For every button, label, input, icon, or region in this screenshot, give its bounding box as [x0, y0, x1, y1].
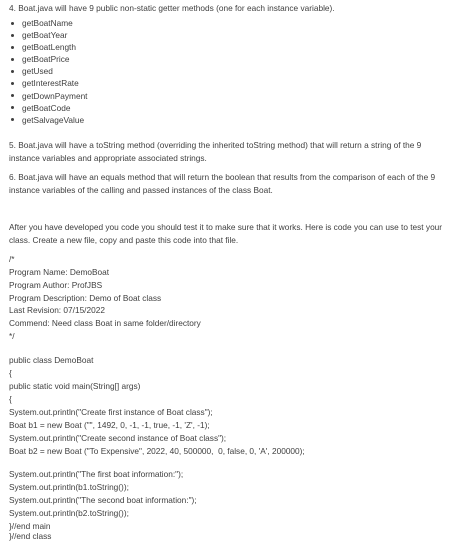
code-line: public class DemoBoat: [9, 355, 94, 365]
item4-intro: 4. Boat.java will have 9 public non-static getter methods (one for each instance variable).: [9, 3, 335, 13]
code-line: System.out.println("The first boat information:");: [9, 469, 184, 479]
code-line: */: [9, 331, 15, 341]
code-line: }//end main: [9, 521, 51, 531]
code-line: Program Description: Demo of Boat class: [9, 293, 162, 303]
item6-line-1: 6. Boat.java will have an equals method that will return the boolean that results from the comparison of each of the 9: [9, 172, 436, 182]
code-line: System.out.println(b2.toString());: [9, 508, 129, 518]
list-item: getUsed: [9, 65, 88, 77]
after-paragraph-line-2: class. Create a new file, copy and paste this code into that file.: [9, 235, 239, 245]
code-line: Last Revision: 07/15/2022: [9, 305, 105, 315]
code-line: }//end class: [9, 531, 52, 541]
after-paragraph-line-1: After you have developed you code you should test it to make sure that it works. Here is code you can use to test your: [9, 222, 443, 232]
list-item: getBoatCode: [9, 102, 88, 114]
code-line: {: [9, 394, 12, 404]
code-line: Program Name: DemoBoat: [9, 267, 110, 277]
code-line: public static void main(String[] args): [9, 381, 141, 391]
code-line: System.out.println(b1.toString());: [9, 482, 129, 492]
code-line: Boat b1 = new Boat ("", 1492, 0, -1, -1, true, -1, 'Z', -1);: [9, 420, 210, 430]
list-item: getBoatPrice: [9, 53, 88, 65]
list-item: getInterestRate: [9, 77, 88, 89]
code-line: {: [9, 368, 12, 378]
code-line: Program Author: ProfJBS: [9, 280, 103, 290]
code-line: Commend: Need class Boat in same folder/directory: [9, 318, 201, 328]
list-item: getBoatYear: [9, 29, 88, 41]
item5-line-2: instance variables and appropriate associated strings.: [9, 153, 207, 163]
list-item: getBoatName: [9, 17, 88, 29]
code-line: /*: [9, 254, 15, 264]
code-line: System.out.println("Create first instance of Boat class");: [9, 407, 213, 417]
code-line: System.out.println("Create second instance of Boat class");: [9, 433, 227, 443]
list-item: getBoatLength: [9, 41, 88, 53]
getter-method-list: [9, 17, 88, 126]
code-line: Boat b2 = new Boat ("To Expensive", 2022, 40, 500000, 0, false, 0, 'A', 200000);: [9, 446, 305, 456]
list-item: getDownPayment: [9, 90, 88, 102]
code-line: System.out.println("The second boat information:");: [9, 495, 197, 505]
item5-line-1: 5. Boat.java will have a toString method (overriding the inherited toString method) that will return a string of the 9: [9, 140, 422, 150]
item6-line-2: instance variables of the calling and passed instances of the class Boat.: [9, 185, 273, 195]
list-item: getSalvageValue: [9, 114, 88, 126]
